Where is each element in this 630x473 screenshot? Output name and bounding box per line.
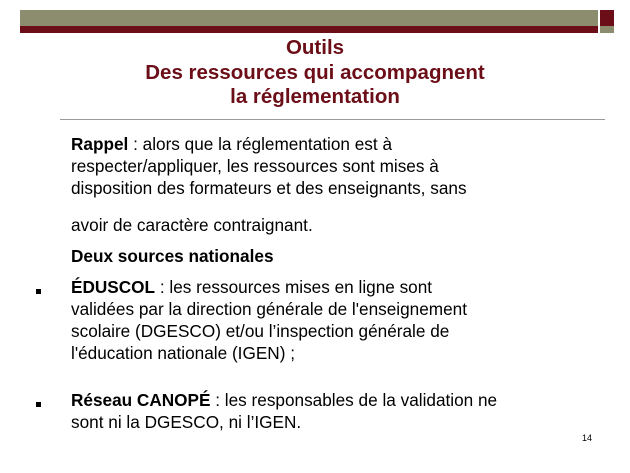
canope-line-1-text: : les responsables de la validation ne — [210, 390, 498, 410]
rappel-line-2: respecter/appliquer, les ressources sont mises à — [71, 156, 439, 176]
title-line-3: la réglementation — [230, 85, 400, 108]
rappel-line-4: avoir de caractère contraignant. — [71, 215, 313, 235]
list-item-eduscol — [71, 276, 611, 364]
subheading: Deux sources nationales — [71, 246, 274, 266]
list-item-canope — [71, 389, 611, 433]
title-divider — [60, 119, 605, 120]
corner-square-light — [600, 26, 614, 33]
rappel-line-1 — [71, 133, 611, 155]
title-line-2: Des ressources qui accompagnent — [145, 60, 485, 84]
header-band — [20, 10, 598, 26]
header-rule — [20, 26, 598, 33]
page-number: 14 — [582, 433, 593, 443]
eduscol-line-2: validées par la direction générale de l'enseignement — [71, 299, 467, 319]
eduscol-line-1 — [71, 276, 611, 298]
bullet-square-icon — [36, 402, 41, 407]
canope-term: Réseau CANOPÉ — [71, 390, 211, 410]
eduscol-line-4: l'éducation nationale (IGEN) ; — [71, 343, 295, 363]
eduscol-line-1-text: : les ressources mises en ligne sont — [155, 277, 433, 297]
eduscol-term: ÉDUSCOL — [71, 277, 156, 297]
title-line-1: Outils — [285, 36, 345, 59]
canope-line-2: sont ni la DGESCO, ni l’IGEN. — [71, 412, 302, 432]
eduscol-line-3: scolaire (DGESCO) et/ou l’inspection générale de — [71, 321, 450, 341]
rappel-term: Rappel — [71, 134, 129, 154]
rappel-line-1-text: : alors que la réglementation est à — [128, 134, 393, 154]
bullet-square-icon — [36, 289, 41, 294]
slide-title — [20, 36, 610, 110]
corner-square-dark — [600, 10, 614, 26]
rappel-paragraph — [71, 133, 611, 199]
rappel-line-3: disposition des formateurs et des enseignants, sans — [71, 178, 467, 198]
canope-line-1 — [71, 389, 611, 411]
